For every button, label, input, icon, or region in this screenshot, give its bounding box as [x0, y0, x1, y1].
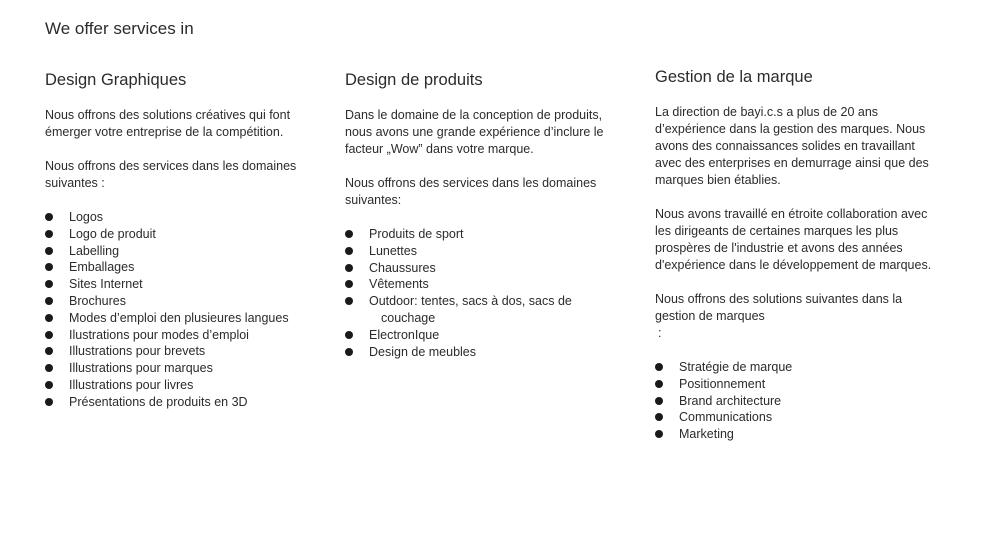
list-item: Marketing [655, 426, 935, 443]
list-item: Illustrations pour marques [45, 360, 315, 377]
bullet-icon [655, 430, 663, 438]
bullet-icon [45, 364, 53, 372]
list-item: Design de meubles [345, 344, 620, 361]
bullet-icon [45, 331, 53, 339]
page-title: We offer services in [45, 19, 194, 38]
column-heading: Gestion de la marque [655, 68, 813, 86]
bullet-icon [45, 263, 53, 271]
list-item: Illustrations pour brevets [45, 343, 315, 360]
bullet-icon [45, 247, 53, 255]
bullet-icon [45, 230, 53, 238]
list-item: Vêtements [345, 276, 620, 293]
list-item: ElectronIque [345, 327, 620, 344]
intro-paragraph: La direction de bayi.c.s a plus de 20 ans d’expérience dans la gestion des marques. Nous avons des connaissances solides en travaillant avec des enterprises en demurrage ainsi que des marques bien établies. [655, 105, 929, 187]
collaboration-paragraph: Nous avons travaillé en étroite collaboration avec les dirigeants de certaines marques les plus prospères de l'industrie et avons des années d'expérience dans le développement de marques. [655, 207, 932, 272]
list-item: Présentations de produits en 3D [45, 394, 315, 411]
bullet-icon [655, 380, 663, 388]
bullet-icon [345, 247, 353, 255]
intro-paragraph: Dans le domaine de la conception de produits, nous avons une grande expérience d’inclure le facteur „Wow” dans votre marque. [345, 108, 604, 156]
bullet-icon [45, 398, 53, 406]
bullet-icon [345, 230, 353, 238]
solutions-paragraph: Nous offrons des solutions suivantes dans la gestion de marques [655, 292, 903, 323]
list-item: Logo de produit [45, 226, 315, 243]
list-item: Brand architecture [655, 393, 935, 410]
bullet-icon [345, 297, 353, 305]
bullet-icon [655, 413, 663, 421]
service-list [655, 359, 935, 443]
bullet-icon [345, 264, 353, 272]
list-item: Stratégie de marque [655, 359, 935, 376]
column-heading: Design de produits [345, 71, 483, 89]
service-list [345, 226, 620, 360]
bullet-icon [655, 363, 663, 371]
list-item: Illustrations pour livres [45, 377, 315, 394]
list-item: Chaussures [345, 260, 620, 277]
list-item: Outdoor: tentes, sacs à dos, sacs de couchage [345, 293, 620, 327]
column-design-graphiques [45, 70, 315, 411]
bullet-icon [45, 213, 53, 221]
service-list [45, 209, 315, 411]
bullet-icon [45, 314, 53, 322]
list-item: Ilustrations pour modes d’emploi [45, 327, 315, 344]
colon-text: : [658, 326, 662, 340]
list-item: Communications [655, 409, 935, 426]
bullet-icon [45, 381, 53, 389]
list-item-continuation: couchage [381, 310, 436, 325]
intro-paragraph: Nous offrons des solutions créatives qui font émerger votre entreprise de la compétition. [45, 108, 291, 139]
bullet-icon [345, 280, 353, 288]
bullet-icon [655, 397, 663, 405]
column-heading: Design Graphiques [45, 71, 187, 89]
list-item: Logos [45, 209, 315, 226]
bullet-icon [345, 348, 353, 356]
bullet-icon [45, 297, 53, 305]
column-design-de-produits [345, 70, 620, 360]
domains-paragraph: Nous offrons des services dans les domaines suivantes: [345, 176, 597, 207]
column-gestion-de-la-marque [655, 67, 935, 443]
bullet-icon [345, 331, 353, 339]
list-item: Modes d’emploi den plusieures langues [45, 310, 315, 327]
list-item: Sites Internet [45, 276, 315, 293]
bullet-icon [45, 347, 53, 355]
list-item: Labelling [45, 243, 315, 260]
list-item: Produits de sport [345, 226, 620, 243]
list-item: Emballages [45, 259, 315, 276]
list-item: Brochures [45, 293, 315, 310]
bullet-icon [45, 280, 53, 288]
domains-paragraph: Nous offrons des services dans les domaines suivantes : [45, 159, 297, 190]
list-item: Positionnement [655, 376, 935, 393]
list-item: Lunettes [345, 243, 620, 260]
